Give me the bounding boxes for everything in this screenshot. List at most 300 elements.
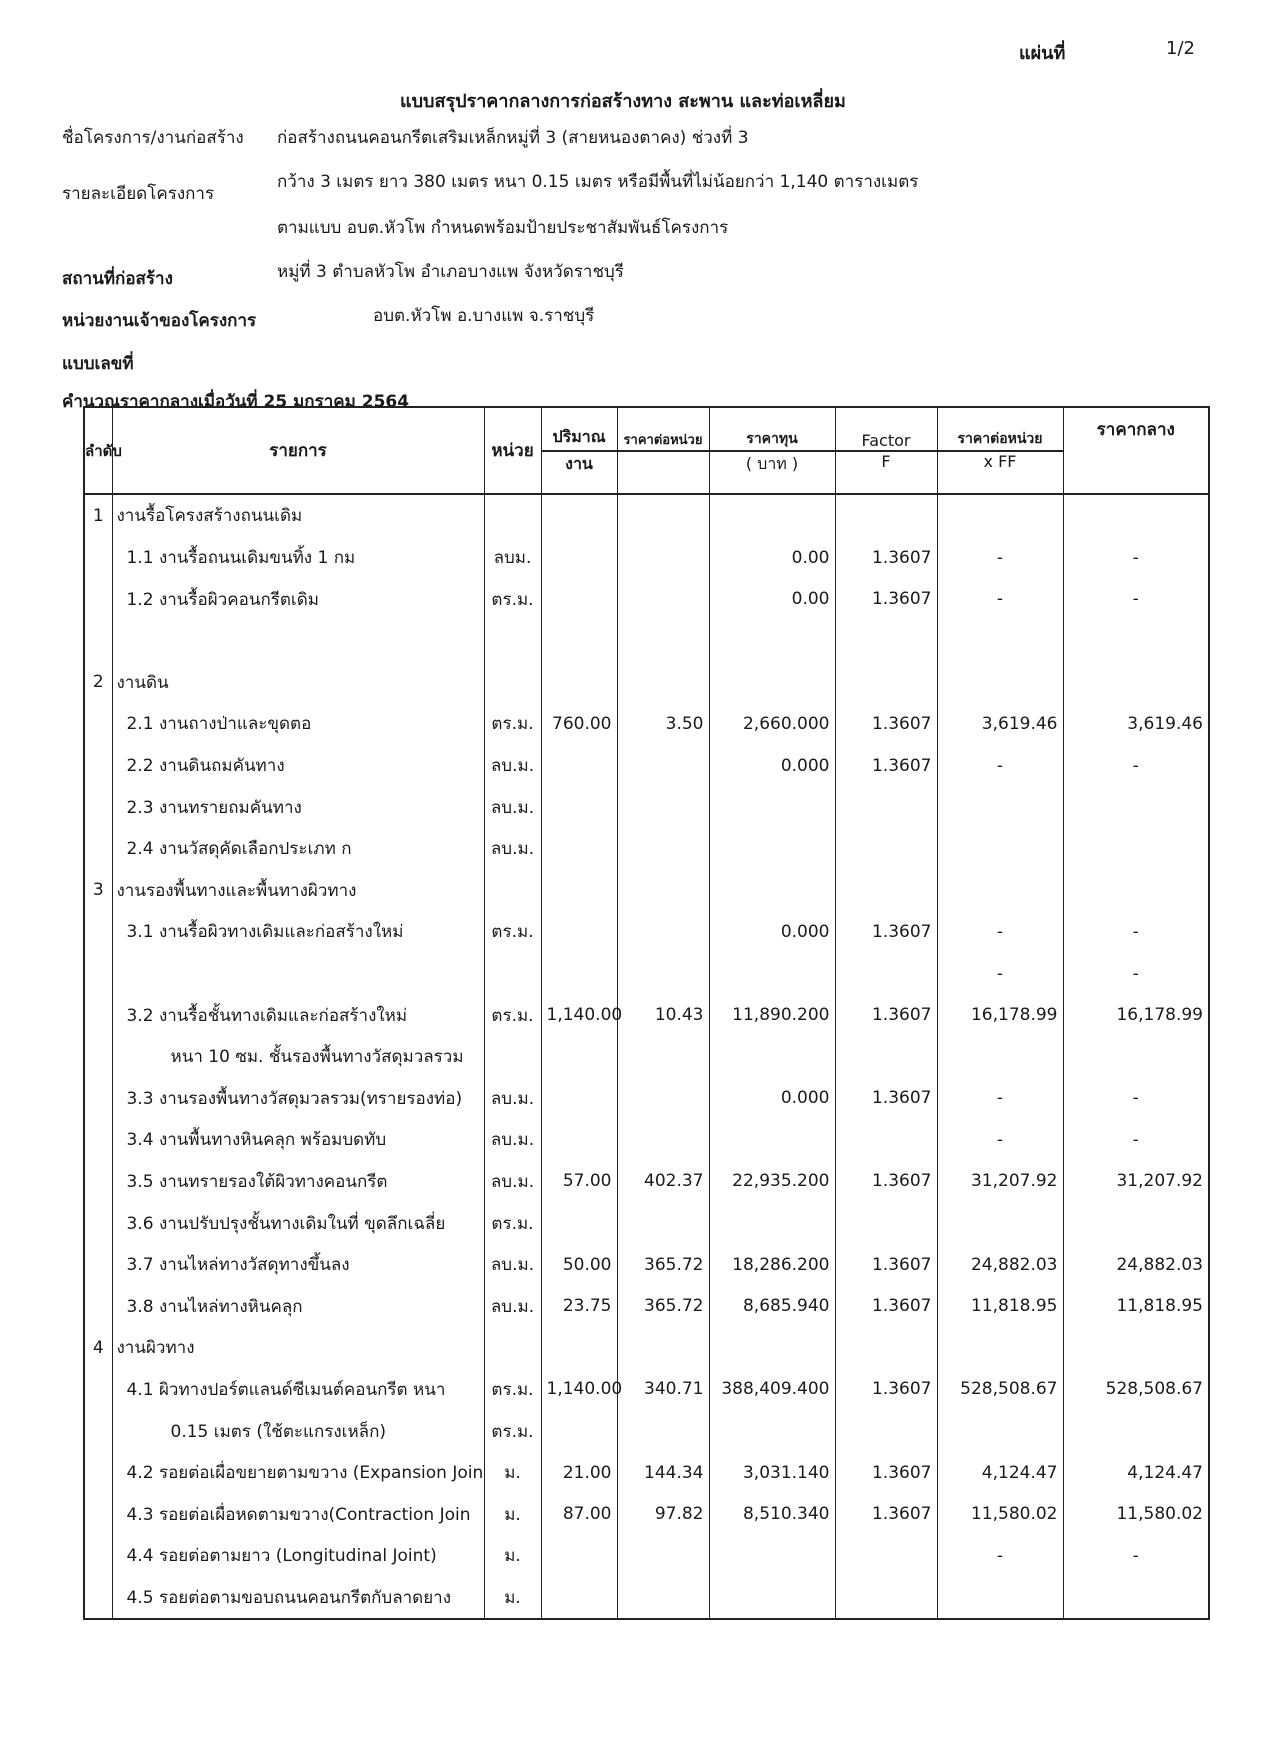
row-unit: ลบม. — [484, 537, 541, 579]
table-row — [84, 953, 1209, 995]
row-unit — [484, 494, 541, 537]
row-factor: 1.3607 — [835, 1493, 937, 1535]
row-factor — [835, 662, 937, 704]
table-row — [84, 911, 1209, 953]
location-label: สถานที่ก่อสร้าง — [62, 269, 173, 289]
document-title: แบบสรุปราคากลางการก่อสร้างทาง สะพาน และท่อเหลี่ยม — [400, 91, 846, 112]
row-qty — [541, 662, 617, 704]
row-median-price — [1063, 662, 1209, 704]
row-no — [84, 1285, 112, 1327]
row-cost — [709, 953, 835, 995]
row-unit: ม. — [484, 1493, 541, 1535]
row-no: 1 — [84, 494, 112, 537]
row-item — [112, 620, 484, 662]
col-header-item: รายการ — [112, 407, 484, 494]
row-unit: ลบ.ม. — [484, 1078, 541, 1120]
row-unit-price-ff: - — [937, 1078, 1063, 1120]
table-row — [84, 537, 1209, 579]
row-unit-price-ff — [937, 828, 1063, 870]
row-unit-price: 10.43 — [617, 994, 709, 1036]
row-cost — [709, 1410, 835, 1452]
row-unit-price-ff — [937, 870, 1063, 912]
location-value: หมู่ที่ 3 ตำบลหัวโพ อำเภอบางแพ จังหวัดราชบุรี — [277, 262, 624, 282]
row-unit — [484, 953, 541, 995]
col-header-qty-2: งาน — [541, 451, 617, 495]
row-no: 4 — [84, 1327, 112, 1369]
row-median-price: 3,619.46 — [1063, 703, 1209, 745]
row-factor — [835, 1202, 937, 1244]
row-qty — [541, 1535, 617, 1577]
row-item: 2.3 งานทรายถมคันทาง — [112, 786, 484, 828]
row-unit-price — [617, 1577, 709, 1620]
project-value: ก่อสร้างถนนคอนกรีตเสริมเหล็กหมู่ที่ 3 (สายหนองตาคง) ช่วงที่ 3 — [277, 128, 749, 148]
table-row — [84, 703, 1209, 745]
table-body — [84, 494, 1209, 1619]
col-header-unit-price-2 — [617, 451, 709, 495]
table-row — [84, 1036, 1209, 1078]
row-median-price — [1063, 828, 1209, 870]
row-no: 3 — [84, 870, 112, 912]
row-unit-price-ff: - — [937, 911, 1063, 953]
row-cost — [709, 1577, 835, 1620]
row-no — [84, 1202, 112, 1244]
row-median-price: 31,207.92 — [1063, 1161, 1209, 1203]
row-factor: 1.3607 — [835, 745, 937, 787]
row-unit-price — [617, 1119, 709, 1161]
row-unit-price-ff — [937, 1577, 1063, 1620]
row-item: 4.4 รอยต่อตามยาว (Longitudinal Joint) — [112, 1535, 484, 1577]
row-qty: 57.00 — [541, 1161, 617, 1203]
row-median-price: 24,882.03 — [1063, 1244, 1209, 1286]
row-unit: ตร.ม. — [484, 703, 541, 745]
row-unit: ลบ.ม. — [484, 1285, 541, 1327]
row-unit-price — [617, 1327, 709, 1369]
table-row — [84, 786, 1209, 828]
row-median-price: - — [1063, 953, 1209, 995]
table-row — [84, 1078, 1209, 1120]
row-item: 3.4 งานพื้นทางหินคลุก พร้อมบดทับ — [112, 1119, 484, 1161]
col-header-qty: ปริมาณ — [541, 407, 617, 451]
table-row — [84, 1161, 1209, 1203]
row-unit-price-ff: - — [937, 1119, 1063, 1161]
table-row — [84, 1452, 1209, 1494]
row-qty — [541, 1036, 617, 1078]
row-no — [84, 994, 112, 1036]
row-qty — [541, 786, 617, 828]
row-unit-price-ff: 11,580.02 — [937, 1493, 1063, 1535]
row-cost — [709, 620, 835, 662]
col-header-no: ลำดับ — [84, 407, 112, 494]
row-factor — [835, 870, 937, 912]
row-factor: 1.3607 — [835, 994, 937, 1036]
table-row — [84, 1493, 1209, 1535]
row-factor — [835, 494, 937, 537]
row-factor — [835, 1036, 937, 1078]
row-cost: 8,685.940 — [709, 1285, 835, 1327]
row-unit-price-ff: 24,882.03 — [937, 1244, 1063, 1286]
row-unit: ลบ.ม. — [484, 745, 541, 787]
row-median-price: 11,818.95 — [1063, 1285, 1209, 1327]
row-no — [84, 1244, 112, 1286]
detail-value-1: กว้าง 3 เมตร ยาว 380 เมตร หนา 0.15 เมตร หรือมีพื้นที่ไม่น้อยกว่า 1,140 ตารางเมตร — [277, 172, 919, 192]
row-unit-price: 402.37 — [617, 1161, 709, 1203]
row-no — [84, 953, 112, 995]
row-unit: ตร.ม. — [484, 911, 541, 953]
row-no — [84, 1161, 112, 1203]
row-cost — [709, 494, 835, 537]
row-qty — [541, 537, 617, 579]
row-median-price: - — [1063, 1119, 1209, 1161]
row-median-price — [1063, 620, 1209, 662]
row-item: 3.6 งานปรับปรุงชั้นทางเดิมในที่ ขุดลึกเฉลี่ย — [112, 1202, 484, 1244]
col-header-ff-2: x FF — [937, 451, 1063, 495]
row-cost — [709, 1202, 835, 1244]
row-unit-price-ff — [937, 662, 1063, 704]
table-row — [84, 1285, 1209, 1327]
row-no — [84, 828, 112, 870]
row-median-price — [1063, 1036, 1209, 1078]
row-unit-price — [617, 828, 709, 870]
row-unit-price — [617, 1535, 709, 1577]
row-qty: 1,140.00 — [541, 994, 617, 1036]
row-factor: 1.3607 — [835, 578, 937, 620]
row-no — [84, 1452, 112, 1494]
row-item: หนา 10 ซม. ชั้นรองพื้นทางวัสดุมวลรวม — [112, 1036, 484, 1078]
row-no — [84, 1535, 112, 1577]
row-median-price: - — [1063, 578, 1209, 620]
row-unit-price — [617, 578, 709, 620]
row-qty — [541, 1078, 617, 1120]
row-no — [84, 1577, 112, 1620]
row-item: 0.15 เมตร (ใช้ตะแกรงเหล็ก) — [112, 1410, 484, 1452]
row-unit: ลบ.ม. — [484, 1119, 541, 1161]
row-median-price: - — [1063, 1535, 1209, 1577]
table-row — [84, 578, 1209, 620]
row-qty — [541, 1202, 617, 1244]
row-no — [84, 703, 112, 745]
row-factor: 1.3607 — [835, 537, 937, 579]
row-no: 2 — [84, 662, 112, 704]
row-median-price: 4,124.47 — [1063, 1452, 1209, 1494]
row-cost — [709, 1036, 835, 1078]
row-cost: 0.00 — [709, 578, 835, 620]
row-unit-price: 365.72 — [617, 1285, 709, 1327]
row-factor: 1.3607 — [835, 703, 937, 745]
row-no — [84, 1493, 112, 1535]
row-item: 4.1 ผิวทางปอร์ตแลนด์ซีเมนต์คอนกรีต หนา — [112, 1369, 484, 1411]
row-unit — [484, 870, 541, 912]
row-unit-price — [617, 870, 709, 912]
calc-date: คำนวณราคากลางเมื่อวันที่ 25 มกราคม 2564 — [62, 392, 410, 412]
row-qty: 23.75 — [541, 1285, 617, 1327]
row-unit-price: 3.50 — [617, 703, 709, 745]
table-row — [84, 828, 1209, 870]
detail-label: รายละเอียดโครงการ — [62, 184, 215, 204]
row-item: 2.2 งานดินถมคันทาง — [112, 745, 484, 787]
row-no — [84, 1369, 112, 1411]
row-item — [112, 953, 484, 995]
row-unit-price — [617, 1078, 709, 1120]
col-header-factor: Factor — [835, 407, 937, 451]
row-unit-price — [617, 745, 709, 787]
row-qty — [541, 494, 617, 537]
row-item: 2.4 งานวัสดุคัดเลือกประเภท ก — [112, 828, 484, 870]
row-unit-price-ff: 16,178.99 — [937, 994, 1063, 1036]
row-factor — [835, 1577, 937, 1620]
row-item: งานรื้อโครงสร้างถนนเดิม — [112, 494, 484, 537]
row-median-price: - — [1063, 745, 1209, 787]
row-factor — [835, 786, 937, 828]
row-no — [84, 1119, 112, 1161]
row-cost: 0.000 — [709, 1078, 835, 1120]
row-median-price: 16,178.99 — [1063, 994, 1209, 1036]
row-median-price — [1063, 1577, 1209, 1620]
row-item: 4.3 รอยต่อเผื่อหดตามขวาง(Contraction Join — [112, 1493, 484, 1535]
row-cost: 8,510.340 — [709, 1493, 835, 1535]
row-factor: 1.3607 — [835, 911, 937, 953]
table-row — [84, 994, 1209, 1036]
row-no — [84, 578, 112, 620]
row-unit-price — [617, 662, 709, 704]
row-cost: 388,409.400 — [709, 1369, 835, 1411]
table-row — [84, 1369, 1209, 1411]
row-qty — [541, 745, 617, 787]
row-unit-price — [617, 537, 709, 579]
drawing-number-label: แบบเลขที่ — [62, 354, 134, 374]
row-item: 3.7 งานไหล่ทางวัสดุทางขึ้นลง — [112, 1244, 484, 1286]
table-row — [84, 745, 1209, 787]
row-qty — [541, 1577, 617, 1620]
row-qty — [541, 911, 617, 953]
table-row — [84, 1410, 1209, 1452]
row-unit — [484, 662, 541, 704]
row-unit-price — [617, 953, 709, 995]
row-median-price: - — [1063, 1078, 1209, 1120]
row-no — [84, 1036, 112, 1078]
row-unit: ลบ.ม. — [484, 1161, 541, 1203]
row-factor — [835, 828, 937, 870]
owner-value: อบต.หัวโพ อ.บางแพ จ.ราชบุรี — [373, 306, 595, 326]
table-row — [84, 1577, 1209, 1620]
row-factor — [835, 1535, 937, 1577]
row-cost — [709, 828, 835, 870]
owner-label: หน่วยงานเจ้าของโครงการ — [62, 311, 257, 331]
row-unit-price — [617, 786, 709, 828]
row-unit: ม. — [484, 1577, 541, 1620]
row-unit-price: 365.72 — [617, 1244, 709, 1286]
row-cost: 22,935.200 — [709, 1161, 835, 1203]
row-median-price — [1063, 1202, 1209, 1244]
row-cost — [709, 1535, 835, 1577]
table-row — [84, 1535, 1209, 1577]
row-unit-price: 144.34 — [617, 1452, 709, 1494]
row-item: งานดิน — [112, 662, 484, 704]
row-unit: ตร.ม. — [484, 994, 541, 1036]
row-unit-price: 97.82 — [617, 1493, 709, 1535]
row-no — [84, 620, 112, 662]
row-cost: 3,031.140 — [709, 1452, 835, 1494]
row-unit-price: 340.71 — [617, 1369, 709, 1411]
project-label: ชื่อโครงการ/งานก่อสร้าง — [62, 128, 244, 148]
row-qty: 760.00 — [541, 703, 617, 745]
row-factor: 1.3607 — [835, 1161, 937, 1203]
sheet-label: แผ่นที่ — [1019, 43, 1066, 64]
table-row — [84, 620, 1209, 662]
row-cost: 18,286.200 — [709, 1244, 835, 1286]
row-qty — [541, 578, 617, 620]
row-unit-price-ff — [937, 1327, 1063, 1369]
row-qty — [541, 620, 617, 662]
row-median-price: - — [1063, 537, 1209, 579]
row-cost: 0.00 — [709, 537, 835, 579]
row-unit: ลบ.ม. — [484, 828, 541, 870]
table-row — [84, 1202, 1209, 1244]
row-item: 4.2 รอยต่อเผื่อขยายตามขวาง (Expansion Join — [112, 1452, 484, 1494]
row-qty: 87.00 — [541, 1493, 617, 1535]
table-row — [84, 1327, 1209, 1369]
col-header-factor-2: F — [835, 451, 937, 495]
sheet-number: 1/2 — [1166, 38, 1195, 59]
row-unit-price-ff — [937, 494, 1063, 537]
row-qty — [541, 870, 617, 912]
row-item: 3.8 งานไหล่ทางหินคลุก — [112, 1285, 484, 1327]
row-qty — [541, 1327, 617, 1369]
row-unit-price — [617, 1202, 709, 1244]
row-unit-price-ff: 11,818.95 — [937, 1285, 1063, 1327]
row-no — [84, 537, 112, 579]
row-cost: 2,660.000 — [709, 703, 835, 745]
row-qty: 1,140.00 — [541, 1369, 617, 1411]
row-unit: ม. — [484, 1452, 541, 1494]
row-median-price: 11,580.02 — [1063, 1493, 1209, 1535]
row-unit-price-ff: - — [937, 953, 1063, 995]
row-unit — [484, 1327, 541, 1369]
row-unit-price — [617, 1036, 709, 1078]
row-unit — [484, 1036, 541, 1078]
col-header-cost: ราคาทุน — [709, 407, 835, 451]
row-unit: ตร.ม. — [484, 1202, 541, 1244]
row-unit-price — [617, 1410, 709, 1452]
row-unit-price-ff: 3,619.46 — [937, 703, 1063, 745]
row-unit: ตร.ม. — [484, 1369, 541, 1411]
row-item: 3.3 งานรองพื้นทางวัสดุมวลรวม(ทรายรองท่อ) — [112, 1078, 484, 1120]
col-header-unit-price-ff: ราคาต่อหน่วย — [937, 407, 1063, 451]
row-unit-price-ff — [937, 1036, 1063, 1078]
row-cost — [709, 870, 835, 912]
row-item: 1.2 งานรื้อผิวคอนกรีตเดิม — [112, 578, 484, 620]
row-cost — [709, 786, 835, 828]
row-factor: 1.3607 — [835, 1369, 937, 1411]
price-summary-table — [83, 406, 1210, 1620]
row-factor: 1.3607 — [835, 1285, 937, 1327]
table-row — [84, 662, 1209, 704]
row-factor — [835, 1119, 937, 1161]
row-unit-price-ff: 4,124.47 — [937, 1452, 1063, 1494]
row-qty: 21.00 — [541, 1452, 617, 1494]
row-item: งานผิวทาง — [112, 1327, 484, 1369]
row-item: 3.5 งานทรายรองใต้ผิวทางคอนกรีต — [112, 1161, 484, 1203]
row-factor — [835, 1327, 937, 1369]
row-qty: 50.00 — [541, 1244, 617, 1286]
row-unit-price — [617, 911, 709, 953]
row-cost — [709, 1327, 835, 1369]
row-unit-price — [617, 620, 709, 662]
row-median-price: - — [1063, 911, 1209, 953]
row-cost — [709, 1119, 835, 1161]
row-qty — [541, 828, 617, 870]
row-factor — [835, 1410, 937, 1452]
detail-value-2: ตามแบบ อบต.หัวโพ กำหนดพร้อมป้ายประชาสัมพันธ์โครงการ — [277, 218, 729, 238]
row-median-price: 528,508.67 — [1063, 1369, 1209, 1411]
table-row — [84, 494, 1209, 537]
row-unit-price — [617, 494, 709, 537]
row-median-price — [1063, 494, 1209, 537]
col-header-cost-2: ( บาท ) — [709, 451, 835, 495]
row-no — [84, 745, 112, 787]
row-no — [84, 1078, 112, 1120]
col-header-unit-price: ราคาต่อหน่วย — [617, 407, 709, 451]
row-median-price — [1063, 1410, 1209, 1452]
row-item: 2.1 งานถางป่าและขุดตอ — [112, 703, 484, 745]
col-header-unit: หน่วย — [484, 407, 541, 494]
row-factor: 1.3607 — [835, 1244, 937, 1286]
row-no — [84, 786, 112, 828]
row-factor: 1.3607 — [835, 1078, 937, 1120]
row-qty — [541, 953, 617, 995]
table-row — [84, 1119, 1209, 1161]
row-cost: 0.000 — [709, 745, 835, 787]
row-unit-price-ff — [937, 1202, 1063, 1244]
row-no — [84, 1410, 112, 1452]
row-qty — [541, 1119, 617, 1161]
table-row — [84, 870, 1209, 912]
row-no — [84, 911, 112, 953]
row-unit-price-ff: - — [937, 1535, 1063, 1577]
row-item: 3.2 งานรื้อชั้นทางเดิมและก่อสร้างใหม่ — [112, 994, 484, 1036]
row-item: 3.1 งานรื้อผิวทางเดิมและก่อสร้างใหม่ — [112, 911, 484, 953]
row-unit — [484, 620, 541, 662]
row-unit-price-ff: - — [937, 578, 1063, 620]
row-factor: 1.3607 — [835, 1452, 937, 1494]
row-unit-price-ff — [937, 620, 1063, 662]
row-unit-price-ff: 31,207.92 — [937, 1161, 1063, 1203]
row-item: งานรองพื้นทางและพื้นทางผิวทาง — [112, 870, 484, 912]
row-median-price — [1063, 1327, 1209, 1369]
row-item: 1.1 งานรื้อถนนเดิมขนทิ้ง 1 กม — [112, 537, 484, 579]
row-unit: ลบ.ม. — [484, 786, 541, 828]
header-row-top — [84, 407, 1209, 451]
row-cost: 11,890.200 — [709, 994, 835, 1036]
table-row — [84, 1244, 1209, 1286]
row-unit: ม. — [484, 1535, 541, 1577]
row-qty — [541, 1410, 617, 1452]
col-header-median-price: ราคากลาง — [1063, 407, 1209, 494]
row-item: 4.5 รอยต่อตามขอบถนนคอนกรีตกับลาดยาง — [112, 1577, 484, 1620]
row-cost — [709, 662, 835, 704]
row-median-price — [1063, 870, 1209, 912]
row-unit: ลบ.ม. — [484, 1244, 541, 1286]
row-unit-price-ff: - — [937, 537, 1063, 579]
row-cost: 0.000 — [709, 911, 835, 953]
row-unit-price-ff: 528,508.67 — [937, 1369, 1063, 1411]
row-factor — [835, 620, 937, 662]
row-factor — [835, 953, 937, 995]
row-unit: ตร.ม. — [484, 578, 541, 620]
row-unit: ตร.ม. — [484, 1410, 541, 1452]
row-unit-price-ff — [937, 1410, 1063, 1452]
row-unit-price-ff — [937, 786, 1063, 828]
row-median-price — [1063, 786, 1209, 828]
